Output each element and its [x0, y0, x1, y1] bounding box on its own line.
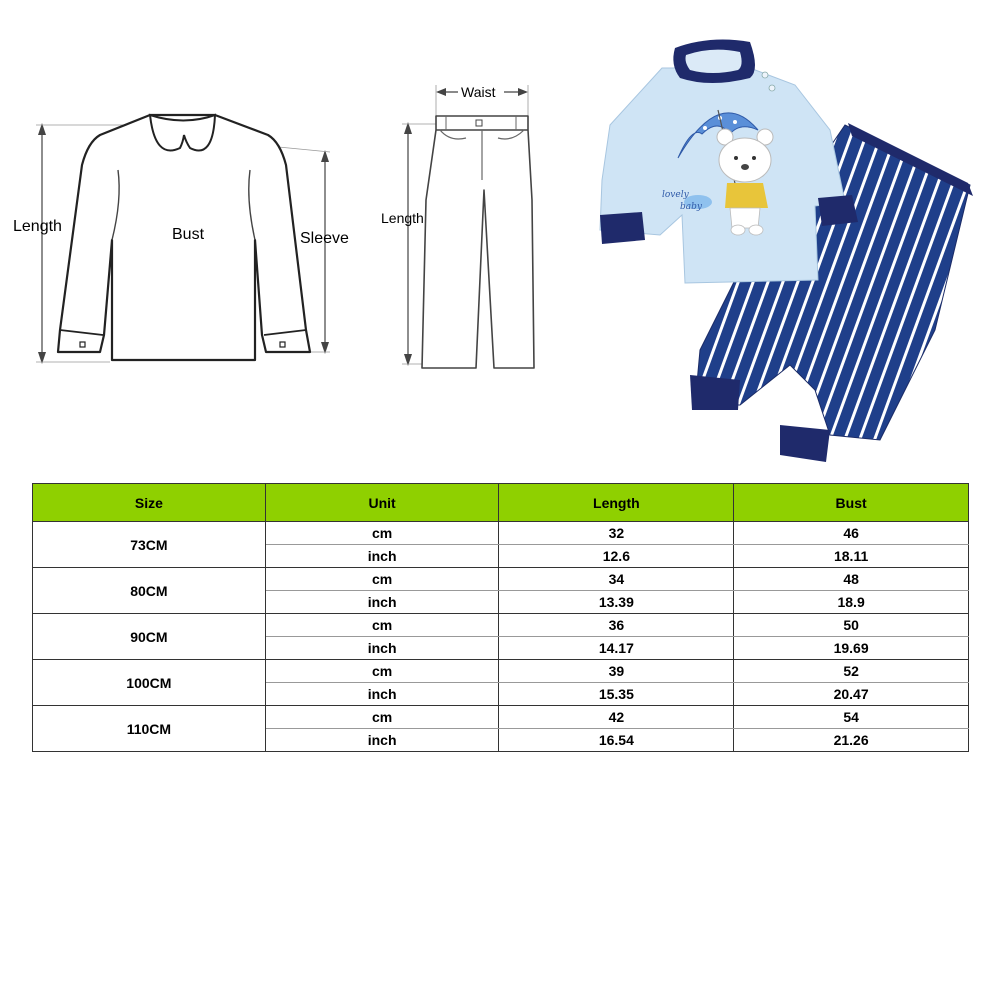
- header-size: Size: [33, 484, 266, 522]
- unit-cell: inch: [265, 591, 499, 614]
- length-cell: 15.35: [499, 683, 734, 706]
- table-row: [33, 522, 969, 545]
- header-length: Length: [499, 484, 734, 522]
- table-row: [33, 568, 969, 591]
- size-cell: 80CM: [33, 568, 266, 614]
- pajama-set-image: [590, 30, 990, 470]
- length-cell: 12.6: [499, 545, 734, 568]
- length-cell: 34: [499, 568, 734, 591]
- shirt-diagram: [0, 90, 370, 380]
- header-unit: Unit: [265, 484, 499, 522]
- unit-cell: cm: [265, 568, 499, 591]
- bust-cell: 18.9: [734, 591, 969, 614]
- length-cell: 14.17: [499, 637, 734, 660]
- bust-cell: 18.11: [734, 545, 969, 568]
- unit-cell: inch: [265, 729, 499, 752]
- bust-cell: 54: [734, 706, 969, 729]
- length-cell: 13.39: [499, 591, 734, 614]
- print-text-lovely: lovely: [662, 190, 689, 200]
- length-cell: 36: [499, 614, 734, 637]
- table-row: [33, 706, 969, 729]
- length-cell: 39: [499, 660, 734, 683]
- table-row: [33, 614, 969, 637]
- size-cell: 90CM: [33, 614, 266, 660]
- pants-waist-label: Waist: [461, 84, 496, 100]
- bust-cell: 20.47: [734, 683, 969, 706]
- bust-cell: 46: [734, 522, 969, 545]
- bust-cell: 52: [734, 660, 969, 683]
- shirt-bust-label: Bust: [172, 226, 205, 243]
- length-cell: 42: [499, 706, 734, 729]
- print-text-baby: baby: [680, 202, 702, 212]
- unit-cell: cm: [265, 706, 499, 729]
- shirt-sleeve-label: Sleeve: [300, 230, 349, 247]
- shirt-length-label: Length: [13, 218, 62, 235]
- pants-diagram: [370, 80, 570, 380]
- bust-cell: 21.26: [734, 729, 969, 752]
- size-chart-table: [32, 483, 969, 752]
- size-cell: 100CM: [33, 660, 266, 706]
- size-cell: 110CM: [33, 706, 266, 752]
- unit-cell: cm: [265, 614, 499, 637]
- product-photo: [590, 30, 990, 470]
- bust-cell: 50: [734, 614, 969, 637]
- table-header-row: [33, 484, 969, 522]
- unit-cell: cm: [265, 660, 499, 683]
- bust-cell: 48: [734, 568, 969, 591]
- bust-cell: 19.69: [734, 637, 969, 660]
- unit-cell: inch: [265, 637, 499, 660]
- pants-outline: [370, 80, 570, 380]
- size-cell: 73CM: [33, 522, 266, 568]
- table-row: [33, 660, 969, 683]
- length-cell: 32: [499, 522, 734, 545]
- pants-length-label: Length: [381, 210, 424, 226]
- unit-cell: cm: [265, 522, 499, 545]
- length-cell: 16.54: [499, 729, 734, 752]
- unit-cell: inch: [265, 683, 499, 706]
- unit-cell: inch: [265, 545, 499, 568]
- header-bust: Bust: [734, 484, 969, 522]
